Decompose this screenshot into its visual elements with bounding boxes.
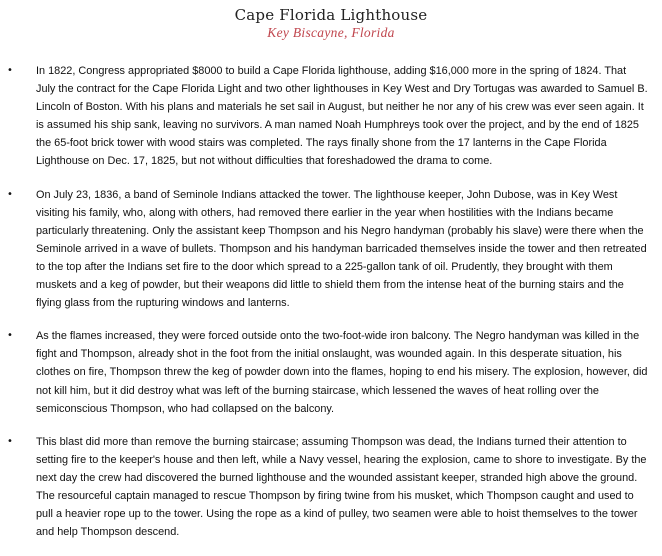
page-title: Cape Florida Lighthouse	[234, 6, 428, 24]
bullet-item-1836-attack	[0, 186, 662, 313]
page-subtitle: Key Biscayne, Florida	[267, 25, 395, 40]
bullet-item-1822-construction	[0, 62, 662, 171]
bullet-icon: •	[7, 330, 13, 342]
bullet-item-balcony	[0, 327, 662, 417]
bullet-item-rescue	[0, 433, 662, 542]
bullet-icon: •	[7, 435, 13, 447]
bullet-list	[0, 62, 662, 556]
bullet-icon: •	[7, 65, 13, 76]
paragraph-text: As the flames increased, they were forced outside onto the two-foot-wide iron balcony. The Negro handyman was killed in the fight and Thompson, already shot in the foot from the initial onslaught, was wounded again. In this desperate situation, his clothes on fire, Thompson threw the keg of powder down into the flames, hoping to end his misery. The explosion, however, did not kill him, but it did destroy what was left of the burning staircase, which lessened the waves of heat rolling over the semiconscious Thompson, who had collapsed on the balcony.	[36, 330, 648, 415]
bullet-icon: •	[7, 188, 13, 200]
paragraph-text: On July 23, 1836, a band of Seminole Indians attacked the tower. The lighthouse keeper, John Dubose, was in Key West visiting his family, who, along with others, had removed there earlier in the year when hostilities with the Indians became particularly threatening. Only the assistant keep Thompson and his Negro handyman (probably his slave) were there when the Seminole arrived in a wave of bullets. Thompson and his handyman barricaded themselves inside the tower and then retreated to the top after the Indians set fire to the door which spread to a 225-gallon tank of oil. Prudently, they brought with them muskets and a keg of powder, but their weapons did little to shield them from the intense heat of the burning stairs and the flying glass from the rupturing windows and lanterns.	[36, 188, 647, 310]
paragraph-text: In 1822, Congress appropriated $8000 to build a Cape Florida lighthouse, adding $16,000 more in the spring of 1824. That July the contract for the Cape Florida Light and two other lighthouses in Key West and Dry Tortugas was awarded to Samuel B. Lincoln of Boston. With his plans and materials he set sail in August, but neither he nor any of his crew was ever seen again. It is assumed his ship sank, leaving no survivors. A man named Noah Humphreys took over the project, and by the end of 1825 the 65-foot brick tower with wood stairs was completed. The rays finally shone from the 17 lanterns in the Cape Florida Lighthouse on Dec. 17, 1825, but not without difficulties that foreshadowed the drama to come.	[36, 65, 648, 168]
paragraph-text: This blast did more than remove the burning staircase; assuming Thompson was dead, the Indians turned their attention to setting fire to the keeper's house and then left, while a Navy vessel, hearing the explosion, came to shore to investigate. By the next day the crew had discovered the burned lighthouse and the wounded assistant keeper, stranded high above the ground. The resourceful captain managed to rescue Thompson by firing twine from his musket, which Thompson caught and used to pull a heavier rope up to the tower. Using the rope as a kind of pulley, two seamen were able to hoist themselves to the tower and help Thompson descend.	[36, 435, 647, 539]
